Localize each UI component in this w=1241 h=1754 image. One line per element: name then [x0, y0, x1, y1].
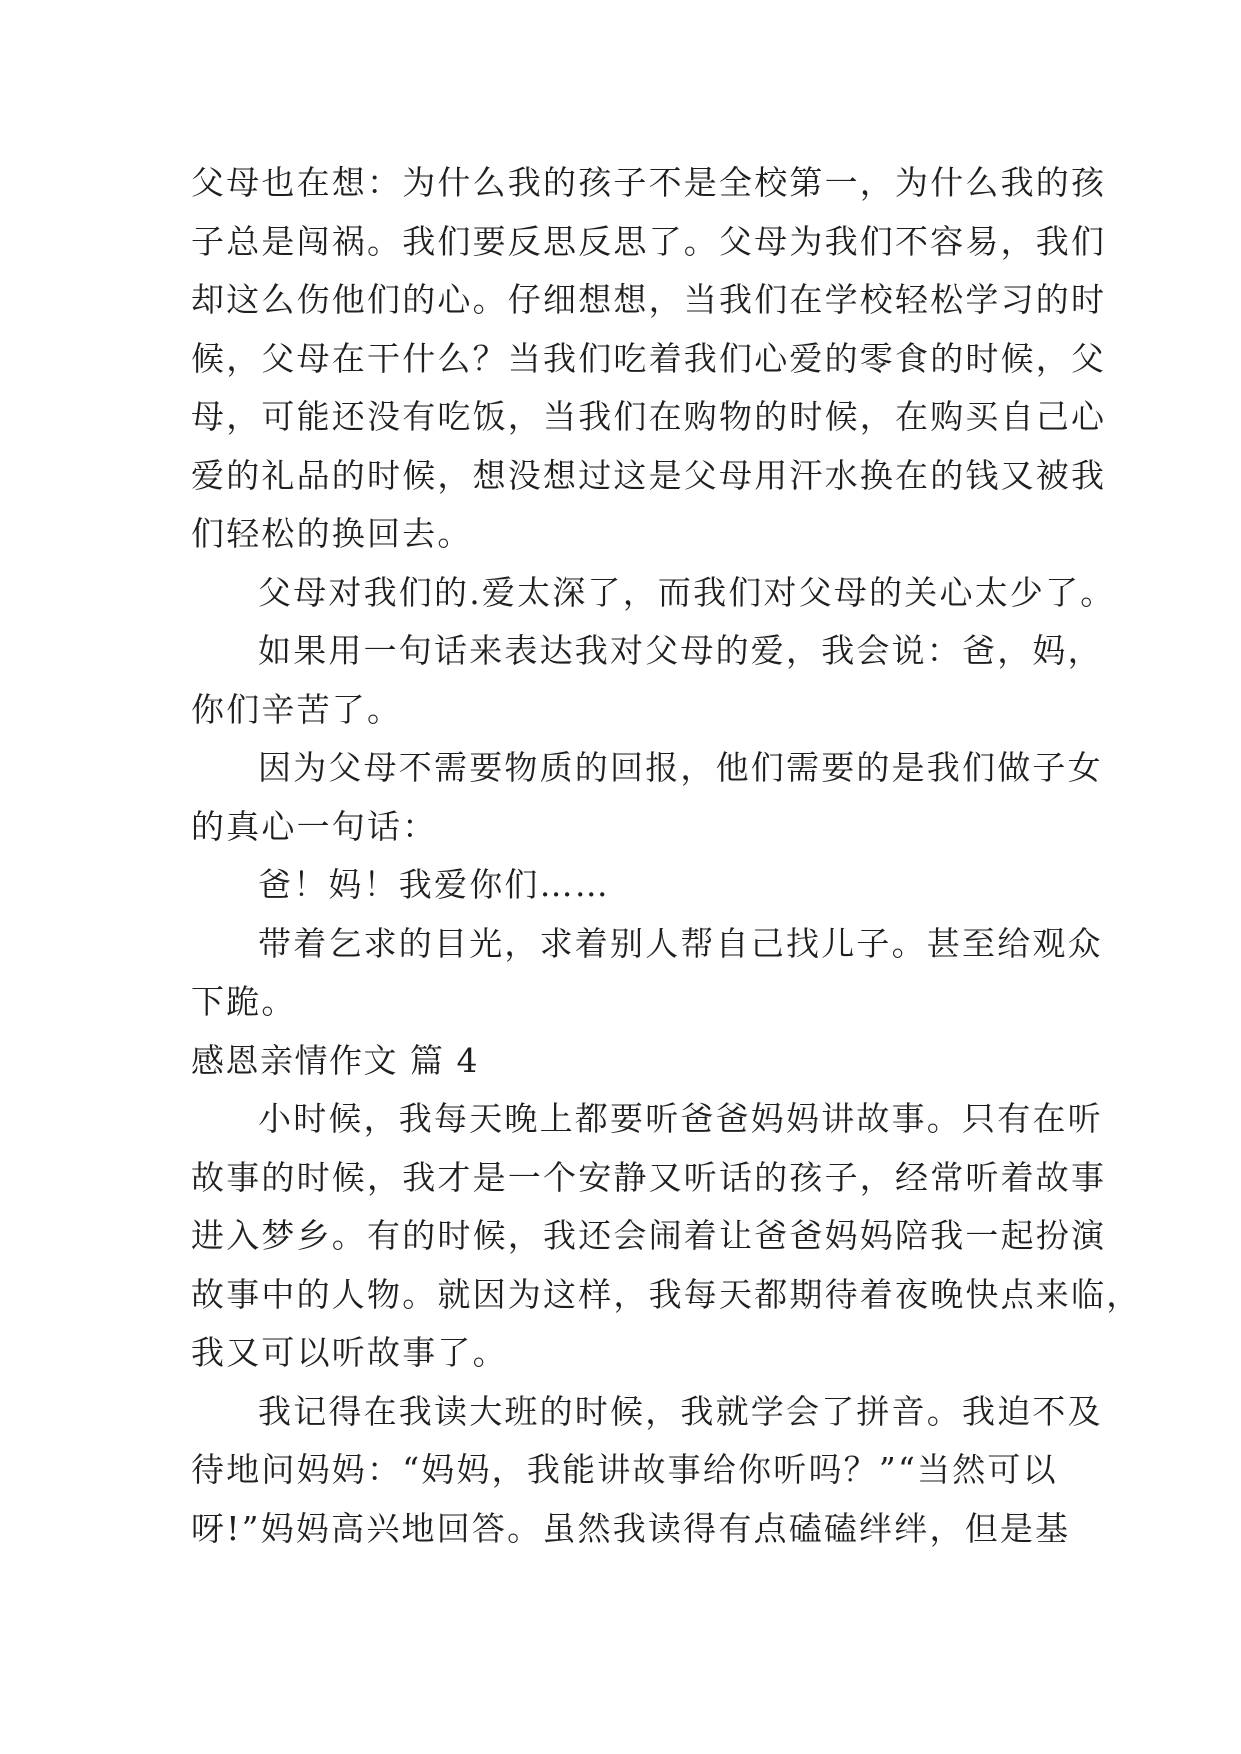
- text-line: 下跪。: [191, 982, 297, 1021]
- text-line: 的真心一句话：: [191, 807, 438, 846]
- text-line: 父母也在想：为什么我的孩子不是全校第一，为什么我的孩: [191, 163, 1107, 202]
- text-line: 你们辛苦了。: [191, 690, 403, 729]
- paragraph-line: 带着乞求的目光，求着别人帮自己找儿子。甚至给观众: [258, 924, 1103, 963]
- text-line: 故事的时候，我才是一个安静又听话的孩子，经常听着故事: [191, 1158, 1107, 1197]
- text-line: 故事中的人物。就因为这样，我每天都期待着夜晚快点来临，: [191, 1275, 1142, 1314]
- paragraph-line: 我记得在我读大班的时候，我就学会了拼音。我迫不及: [258, 1392, 1103, 1431]
- text-line: 我又可以听故事了。: [191, 1333, 508, 1372]
- text-line: 母，可能还没有吃饭，当我们在购物的时候，在购买自己心: [191, 397, 1107, 436]
- section-heading: 感恩亲情作文 篇 4: [191, 1041, 479, 1080]
- text-line: 待地问妈妈：“妈妈，我能讲故事给你听吗？”“当然可以: [191, 1450, 1058, 1489]
- paragraph-line: 父母对我们的.爱太深了，而我们对父母的关心太少了。: [258, 573, 1116, 612]
- text-line: 爱的礼品的时候，想没想过这是父母用汗水换在的钱又被我: [191, 456, 1107, 495]
- text-line: 进入梦乡。有的时候，我还会闹着让爸爸妈妈陪我一起扮演: [191, 1216, 1107, 1255]
- text-line: 们轻松的换回去。: [191, 514, 473, 553]
- text-line: 呀!”妈妈高兴地回答。虽然我读得有点磕磕绊绊，但是基: [191, 1509, 1071, 1548]
- paragraph-line: 爸！妈！我爱你们……: [258, 865, 610, 904]
- text-line: 子总是闯祸。我们要反思反思了。父母为我们不容易，我们: [191, 222, 1107, 261]
- paragraph-line: 小时候，我每天晚上都要听爸爸妈妈讲故事。只有在听: [258, 1099, 1103, 1138]
- paragraph-line: 如果用一句话来表达我对父母的爱，我会说：爸，妈，: [258, 631, 1103, 670]
- paragraph-line: 因为父母不需要物质的回报，他们需要的是我们做子女: [258, 748, 1103, 787]
- text-line: 候，父母在干什么？当我们吃着我们心爱的零食的时候，父: [191, 339, 1107, 378]
- text-line: 却这么伤他们的心。仔细想想，当我们在学校轻松学习的时: [191, 280, 1107, 319]
